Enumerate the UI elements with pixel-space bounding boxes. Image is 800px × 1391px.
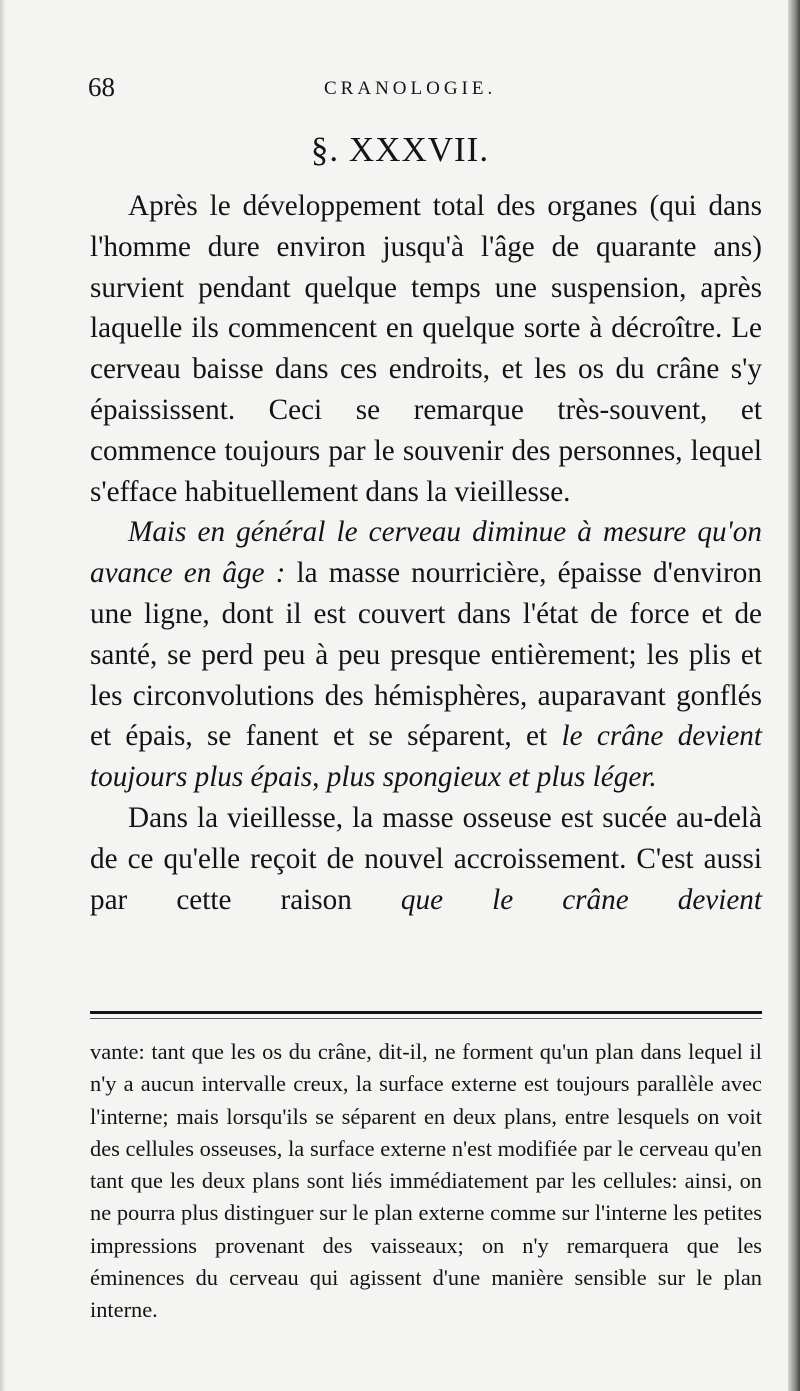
paragraph-2-italic-closing: le crâne devient toujours plus épais, plus spongieux et plus léger.	[90, 720, 762, 794]
paragraph-3-roman: Dans la vieillesse, la masse osseuse est sucée au-delà de ce qu'elle reçoit de nouvel accroissement. C'est aussi par cette raison	[90, 801, 762, 916]
footnote: vante: tant que les os du crâne, dit-il, ne forment qu'un plan dans lequel il n'y a aucun intervalle creux, la surface externe est toujours parallèle avec l'interne; mais lorsqu'ils se séparent en deux plans, entre lesquels on voit des cellules osseuses, la surface externe n'est modifiée par le cerveau qu'en tant que les deux plans sont liés immédiatement par les cellules: ainsi, on ne pourra plus distinguer sur le plan externe comme sur l'interne les petites impressions provenant des vaisseaux; on n'y remarquera que les éminences du cerveau qui agissent d'une manière sensible sur le plan interne.	[90, 1039, 762, 1323]
running-head: CRANOLOGIE.	[324, 78, 497, 99]
paragraph-3	[90, 798, 762, 920]
paragraph-2-italic-opening: Mais en général le cerveau diminue à mesure qu'on avance en âge :	[90, 516, 762, 590]
paragraph-1-text: Après le développement total des organes (qui dans l'homme dure environ jusqu'à l'âge de quarante ans) survient pendant quelque temps une suspension, après laquelle ils commencent en quelque sorte à décroître. Le cerveau baisse dans ces endroits, et les os du crâne s'y épaississent. Ceci se remarque très-souvent, et commence toujours par le souvenir des personnes, lequel s'efface habituellement dans la vieillesse.	[90, 190, 762, 508]
page-number: 68	[88, 72, 115, 102]
page-header	[88, 72, 764, 108]
paragraph-2	[90, 512, 762, 798]
section-heading: §. XXXVII.	[310, 130, 490, 169]
main-text	[90, 186, 762, 920]
page-left-edge-shadow	[0, 0, 6, 1391]
footnote-rule	[90, 1011, 762, 1014]
footnote-rule-thin	[90, 1018, 762, 1019]
paragraph-3-italic: que le crâne devient	[400, 883, 762, 916]
page-right-edge-shadow	[788, 0, 800, 1391]
paragraph-2-roman: la masse nourricière, épaisse d'environ une ligne, dont il est couvert dans l'état de force et de santé, se perd peu à peu presque entièrement; les plis et les circonvolutions des hémisphères, auparavant gonflés et épais, se fanent et se séparent, et	[90, 557, 762, 753]
paragraph-1	[90, 186, 762, 512]
